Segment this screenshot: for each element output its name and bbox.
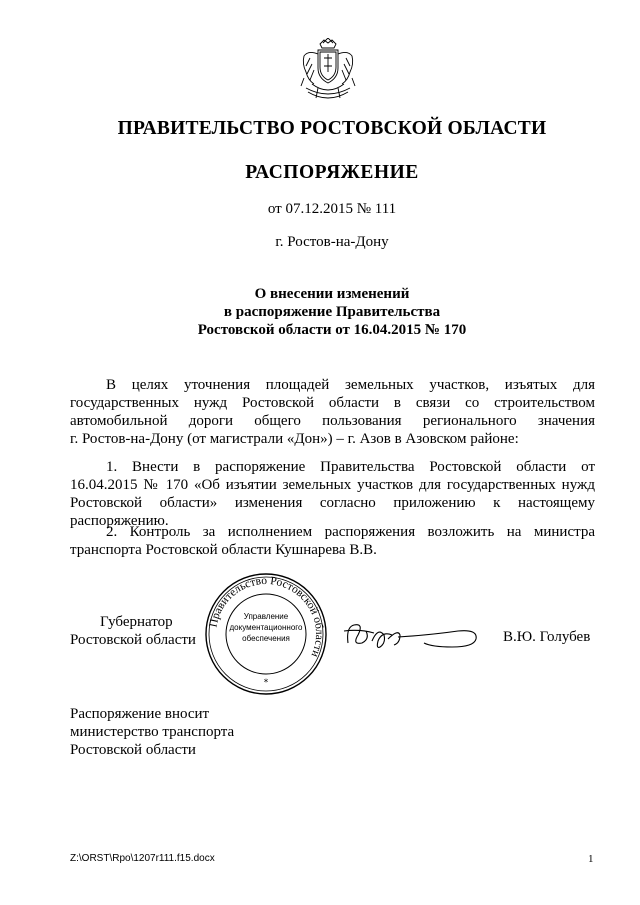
paragraph-line: 16.04.2015 № 170 «Об изъятии земельных участков для государственных нужд: [70, 477, 595, 493]
document-type: РАСПОРЯЖЕНИЕ: [245, 162, 419, 183]
official-stamp: [204, 572, 328, 696]
item-1-paragraph: [70, 458, 595, 530]
subject-line: Ростовской области от 16.04.2015 № 170: [197, 322, 467, 338]
issuer-line: министерство транспорта: [70, 724, 235, 740]
subject-line: О внесении изменений: [254, 286, 410, 302]
issuer-line: Ростовской области: [70, 742, 196, 758]
paragraph-line: 2. Контроль за исполнением распоряжения возложить на министра: [106, 524, 595, 540]
issuer-line: Распоряжение вносит: [70, 706, 210, 722]
signatory-name: В.Ю. Голубев: [503, 629, 591, 645]
handwritten-signature: [340, 605, 490, 665]
document-subject: [60, 285, 604, 339]
preamble-paragraph: [70, 376, 595, 448]
paragraph-line: 1. Внести в распоряжение Правительства Ростовской области от: [106, 459, 595, 475]
paragraph-line: распоряжению.: [70, 513, 169, 529]
paragraph-line: г. Ростов-на-Дону (от магистрали «Дон») – г. Азов в Азовском районе:: [70, 431, 519, 447]
signatory-title-line: Губернатор: [100, 614, 173, 630]
paragraph-line: Ростовской области» изменения согласно приложению к настоящему: [70, 495, 595, 511]
svg-text:*: *: [263, 678, 269, 688]
paragraph-line: государственных нужд Ростовской области в связи со строительством: [70, 395, 595, 411]
subject-line: в распоряжение Правительства: [223, 304, 441, 320]
signatory-title-line: Ростовской области: [70, 632, 196, 648]
stamp-ring-text: Правительство Ростовской области: [207, 574, 326, 659]
organization-title: ПРАВИТЕЛЬСТВО РОСТОВСКОЙ ОБЛАСТИ: [117, 118, 547, 139]
paragraph-line: В целях уточнения площадей земельных участков, изъятых для: [106, 377, 595, 393]
issuer-note: [70, 705, 234, 759]
stamp-center-line: Управление: [243, 612, 289, 621]
stamp-center-line: обеспечения: [242, 634, 290, 643]
signatory-title: [70, 613, 196, 649]
stamp-center-line: документационного: [229, 623, 303, 632]
document-city: г. Ростов-на-Дону: [275, 234, 389, 250]
document-date-number: от 07.12.2015 № 111: [267, 201, 397, 217]
paragraph-line: транспорта Ростовской области Кушнарева В.В.: [70, 542, 377, 558]
page-number: 1: [588, 853, 594, 865]
footer-file-path: Z:\ORST\Rpo\1207r111.f15.docx: [70, 853, 215, 864]
item-2-paragraph: [70, 523, 595, 559]
rostov-coat-of-arms-icon: [298, 38, 358, 106]
paragraph-line: автомобильной дороги общего пользования регионального значения: [70, 413, 595, 429]
